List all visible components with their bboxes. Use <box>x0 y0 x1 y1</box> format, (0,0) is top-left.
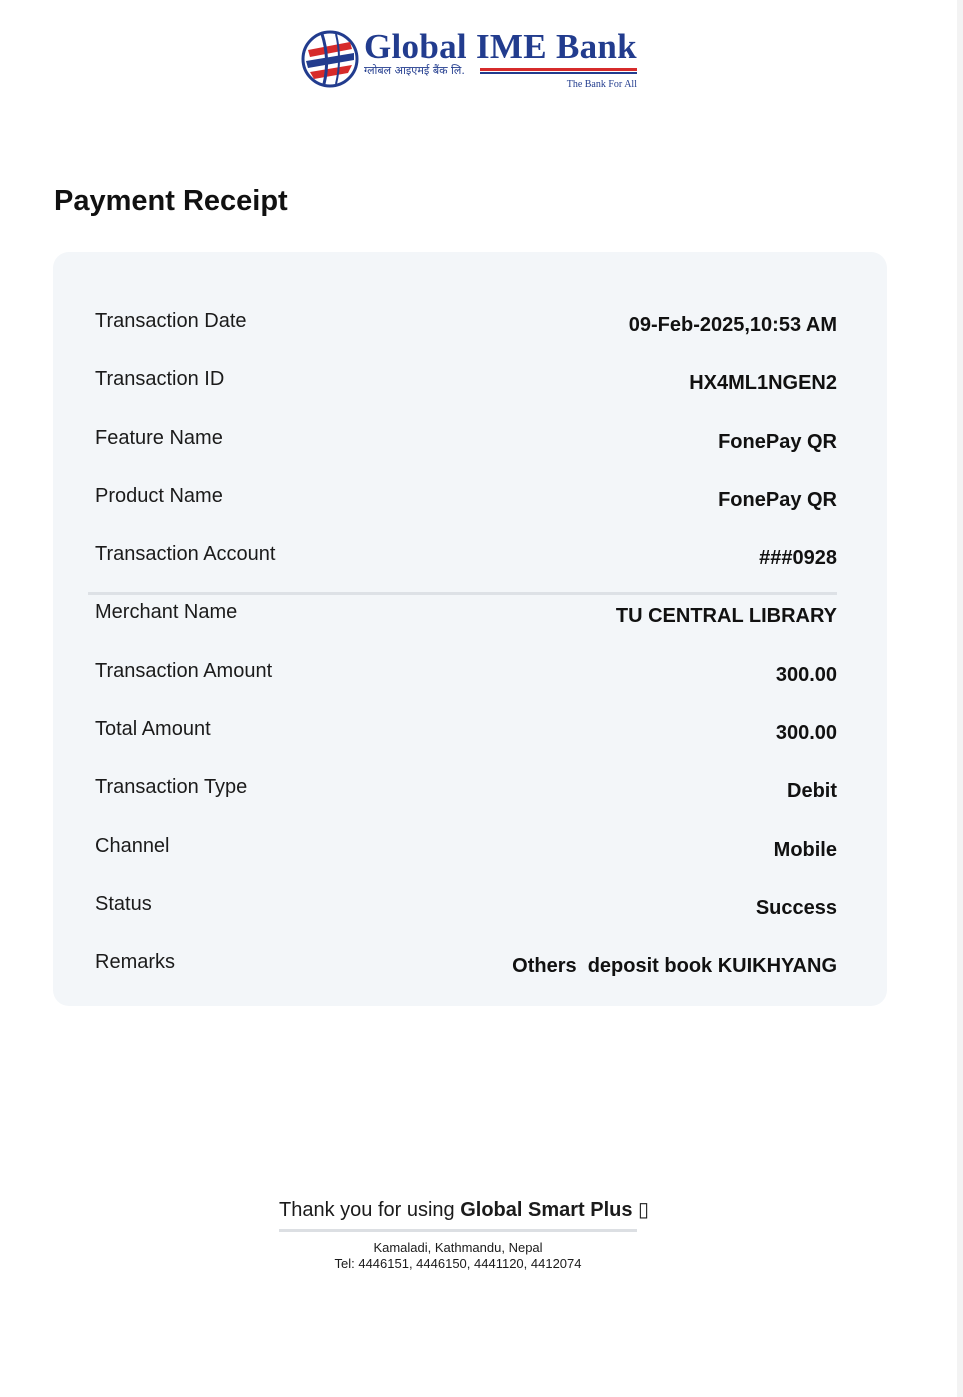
row-value: 09-Feb-2025,10:53 AM <box>628 314 837 336</box>
row-label: Transaction Date <box>95 310 247 332</box>
row-label: Status <box>95 893 152 915</box>
page-edge <box>957 0 963 1397</box>
app-name: Global Smart Plus <box>460 1199 633 1221</box>
bank-address: Kamaladi, Kathmandu, Nepal <box>373 1240 543 1255</box>
row-value: TU CENTRAL LIBRARY <box>615 605 837 627</box>
row-label: Channel <box>95 835 170 857</box>
row-label: Merchant Name <box>95 601 238 623</box>
footer-divider <box>279 1229 637 1232</box>
row-label: Transaction Type <box>95 776 248 798</box>
row-total-amount <box>95 718 837 758</box>
row-value: HX4ML1NGEN2 <box>689 372 837 394</box>
row-label: Remarks <box>95 951 176 973</box>
bank-globe-icon <box>300 28 360 90</box>
row-value: Success <box>755 897 837 919</box>
row-value: 300.00 <box>775 722 837 744</box>
row-value: 300.00 <box>775 664 837 686</box>
row-value: FonePay QR <box>718 431 837 453</box>
row-value: Others deposit book KUIKHYANG <box>512 955 837 977</box>
section-divider <box>88 592 837 595</box>
row-label: Transaction Account <box>95 543 276 565</box>
bank-name-devanagari: ग्लोबल आइएमई बैंक लि. <box>364 64 465 77</box>
row-label: Transaction Amount <box>95 660 273 682</box>
bank-logo <box>300 28 640 92</box>
row-transaction-id <box>95 368 837 408</box>
row-value: Debit <box>787 780 837 802</box>
row-transaction-account <box>95 543 837 583</box>
bank-tagline: The Bank For All <box>566 79 637 90</box>
row-value: ###0928 <box>759 547 837 569</box>
row-label: Product Name <box>95 485 223 507</box>
row-label: Transaction ID <box>95 368 225 390</box>
row-transaction-type <box>95 776 837 816</box>
brand-underline <box>480 68 637 75</box>
row-value: Mobile <box>773 839 837 861</box>
placeholder-glyph-icon: ▯ <box>638 1199 650 1221</box>
receipt-details-card <box>53 252 887 1006</box>
row-label: Feature Name <box>95 427 223 449</box>
row-transaction-date <box>95 310 837 350</box>
row-remarks <box>95 951 837 991</box>
row-feature-name <box>95 427 837 467</box>
row-transaction-amount <box>95 660 837 700</box>
row-merchant-name <box>95 601 837 641</box>
row-channel <box>95 835 837 875</box>
footer-contact <box>279 1240 637 1272</box>
bank-phone: Tel: 4446151, 4446150, 4441120, 4412074 <box>334 1256 582 1271</box>
page-title: Payment Receipt <box>54 185 288 217</box>
thanks-prefix: Thank you for using <box>279 1199 455 1221</box>
row-value: FonePay QR <box>718 489 837 511</box>
row-label: Total Amount <box>95 718 211 740</box>
bank-name: Global IME Bank <box>364 27 637 66</box>
row-product-name <box>95 485 837 525</box>
row-status <box>95 893 837 933</box>
footer-thanks <box>279 1197 650 1222</box>
